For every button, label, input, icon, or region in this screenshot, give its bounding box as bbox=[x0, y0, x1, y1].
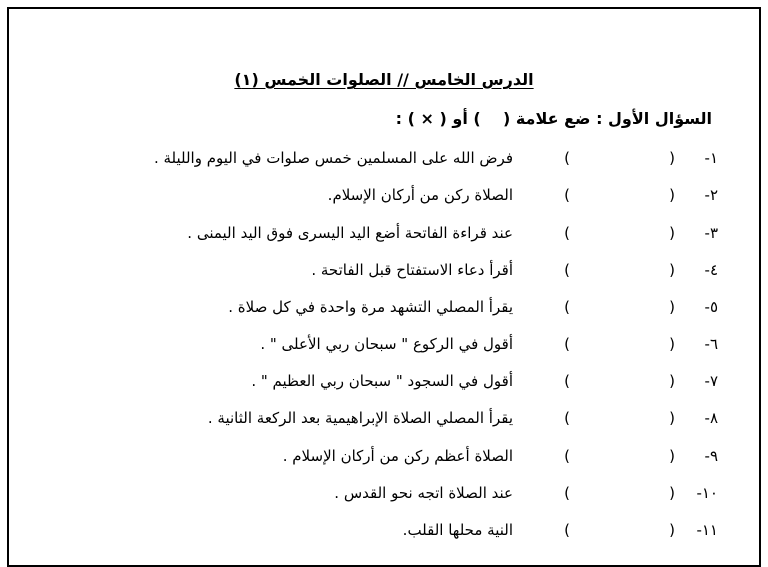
item-text: الصلاة ركن من أركان الإسلام. bbox=[327, 186, 513, 204]
answer-box-close-paren: ) bbox=[564, 372, 570, 390]
question-heading: السؤال الأول : ضع علامة ( ) أو ( × ) : bbox=[395, 109, 712, 128]
item-number: ٦- bbox=[704, 335, 718, 353]
item-number: ٥- bbox=[704, 298, 718, 316]
item-text: عند الصلاة اتجه نحو القدس . bbox=[334, 484, 513, 502]
item-number: ٩- bbox=[704, 447, 718, 465]
item-number: ٨- bbox=[704, 409, 718, 427]
item-number: ١١- bbox=[696, 521, 718, 539]
question-item-6 bbox=[158, 332, 718, 356]
lesson-title bbox=[0, 70, 768, 90]
answer-box-close-paren: ) bbox=[564, 447, 570, 465]
answer-box-close-paren: ) bbox=[564, 521, 570, 539]
item-number: ١- bbox=[704, 149, 718, 167]
answer-box-open-paren: ( bbox=[669, 447, 675, 465]
item-text: الصلاة أعظم ركن من أركان الإسلام . bbox=[282, 447, 513, 465]
answer-box-close-paren: ) bbox=[564, 149, 570, 167]
question-item-4 bbox=[158, 258, 718, 282]
item-number: ٧- bbox=[704, 372, 718, 390]
question-item-10 bbox=[158, 481, 718, 505]
answer-box-close-paren: ) bbox=[564, 409, 570, 427]
answer-box-open-paren: ( bbox=[669, 186, 675, 204]
question-item-8 bbox=[158, 406, 718, 430]
answer-box-close-paren: ) bbox=[564, 186, 570, 204]
lesson-title-text: الدرس الخامس // الصلوات الخمس (١) bbox=[234, 70, 534, 89]
question-item-5 bbox=[158, 295, 718, 319]
item-number: ٢- bbox=[704, 186, 718, 204]
answer-box-open-paren: ( bbox=[669, 484, 675, 502]
answer-box-close-paren: ) bbox=[564, 261, 570, 279]
item-number: ٣- bbox=[704, 224, 718, 242]
item-text: عند قراءة الفاتحة أضع اليد اليسرى فوق اليد اليمنى . bbox=[187, 224, 513, 242]
item-text: أقول في الركوع " سبحان ربي الأعلى " . bbox=[260, 335, 513, 353]
question-item-3 bbox=[158, 221, 718, 245]
question-item-9 bbox=[158, 444, 718, 468]
item-text: يقرأ المصلي الصلاة الإبراهيمية بعد الركعة الثانية . bbox=[207, 409, 513, 427]
question-item-1 bbox=[153, 146, 718, 170]
item-number: ٤- bbox=[704, 261, 718, 279]
answer-box-open-paren: ( bbox=[669, 335, 675, 353]
answer-box-close-paren: ) bbox=[564, 335, 570, 353]
answer-box-open-paren: ( bbox=[669, 298, 675, 316]
item-text: أقول في السجود " سبحان ربي العظيم " . bbox=[251, 372, 513, 390]
item-text: فرض الله على المسلمين خمس صلوات في اليوم والليلة . bbox=[153, 149, 513, 167]
answer-box-open-paren: ( bbox=[669, 409, 675, 427]
item-text: النية محلها القلب. bbox=[402, 521, 513, 539]
answer-box-open-paren: ( bbox=[669, 372, 675, 390]
question-item-11 bbox=[158, 518, 718, 542]
answer-box-open-paren: ( bbox=[669, 149, 675, 167]
answer-box-open-paren: ( bbox=[669, 261, 675, 279]
item-text: يقرأ المصلي التشهد مرة واحدة في كل صلاة . bbox=[228, 298, 513, 316]
question-item-7 bbox=[158, 369, 718, 393]
item-number: ١٠- bbox=[696, 484, 718, 502]
answer-box-close-paren: ) bbox=[564, 484, 570, 502]
item-text: أقرأ دعاء الاستفتاح قبل الفاتحة . bbox=[311, 261, 513, 279]
answer-box-open-paren: ( bbox=[669, 521, 675, 539]
question-item-2 bbox=[158, 183, 718, 207]
answer-box-close-paren: ) bbox=[564, 298, 570, 316]
answer-box-open-paren: ( bbox=[669, 224, 675, 242]
answer-box-close-paren: ) bbox=[564, 224, 570, 242]
